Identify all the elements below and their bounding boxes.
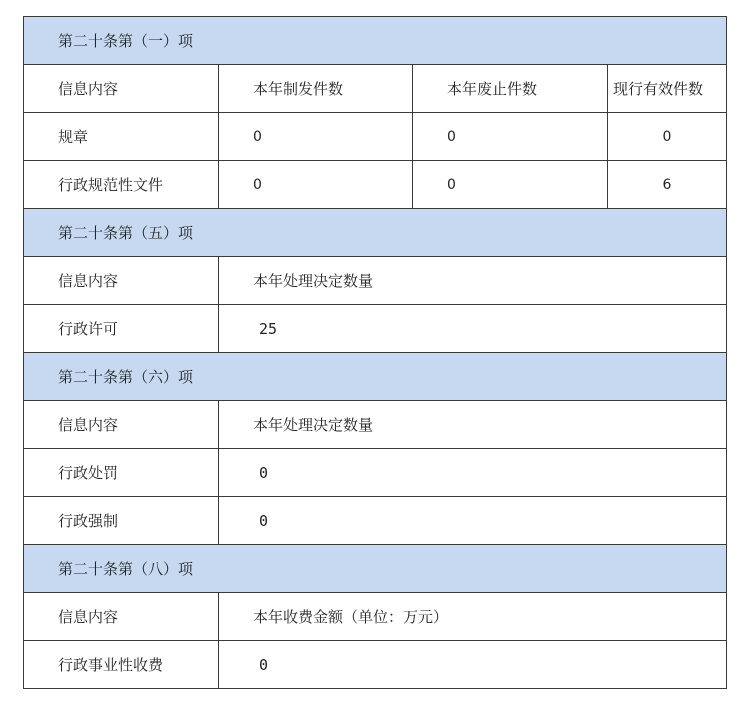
row-label: 规章 [24, 113, 219, 161]
table-cell: 0 [413, 161, 608, 209]
column-header: 信息内容 [24, 401, 219, 449]
column-header: 本年制发件数 [219, 65, 413, 113]
column-header-row [24, 65, 727, 113]
table-cell: 0 [219, 161, 413, 209]
row-label: 行政事业性收费 [24, 641, 219, 689]
column-header-row [24, 401, 727, 449]
row-label: 行政处罚 [24, 449, 219, 497]
table-row [24, 161, 727, 209]
table-cell: 0 [608, 113, 727, 161]
table-cell: 0 [219, 449, 727, 497]
column-header: 本年收费金额（单位：万元） [219, 593, 727, 641]
column-header: 本年废止件数 [413, 65, 608, 113]
column-header: 本年处理决定数量 [219, 401, 727, 449]
column-header: 信息内容 [24, 65, 219, 113]
section-title: 第二十条第（一）项 [24, 17, 727, 65]
table-cell: 25 [219, 305, 727, 353]
table-cell: 6 [608, 161, 727, 209]
section-title: 第二十条第（八）项 [24, 545, 727, 593]
row-label: 行政许可 [24, 305, 219, 353]
column-header-row [24, 257, 727, 305]
column-header: 现行有效件数 [608, 65, 727, 113]
section-header-row [24, 209, 727, 257]
table-cell: 0 [219, 641, 727, 689]
row-label: 行政强制 [24, 497, 219, 545]
section-header-row [24, 353, 727, 401]
disclosure-table [23, 16, 727, 689]
column-header-row [24, 593, 727, 641]
table-cell: 0 [219, 113, 413, 161]
section-title: 第二十条第（五）项 [24, 209, 727, 257]
table-row [24, 305, 727, 353]
section-header-row [24, 17, 727, 65]
table-row [24, 497, 727, 545]
section-header-row [24, 545, 727, 593]
column-header: 信息内容 [24, 257, 219, 305]
table-row [24, 113, 727, 161]
table-row [24, 641, 727, 689]
section-title: 第二十条第（六）项 [24, 353, 727, 401]
row-label: 行政规范性文件 [24, 161, 219, 209]
table-row [24, 449, 727, 497]
table-cell: 0 [219, 497, 727, 545]
column-header: 信息内容 [24, 593, 219, 641]
column-header: 本年处理决定数量 [219, 257, 727, 305]
table-cell: 0 [413, 113, 608, 161]
